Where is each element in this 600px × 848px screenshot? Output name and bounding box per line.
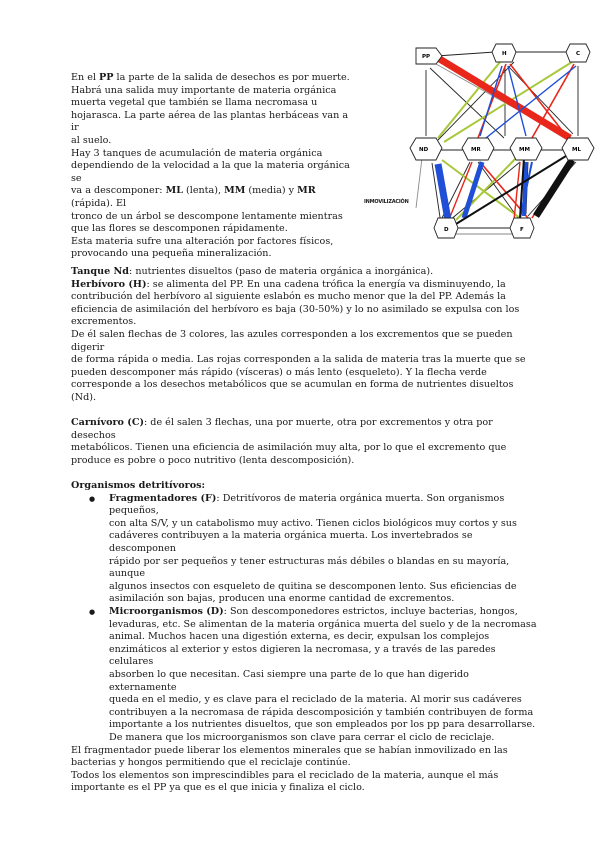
detritivoros-list: [71, 493, 537, 745]
text-line: Habrá una salida muy importante de materia orgánica: [71, 84, 337, 96]
text-line: Hay 3 tanques de acumulación de materia orgánica: [71, 147, 323, 159]
text-line: contribución del herbívoro al siguiente eslabón es mucho menor que la del PP. Además la: [71, 291, 506, 303]
list-item-microorganismos: [71, 606, 537, 745]
text-line: metabólicos. Tienen una eficiencia de asimilación muy alta, por lo que el excremento que: [71, 442, 507, 454]
text-line: cadáveres contribuyen a la materia orgánica muerta. Los invertebrados se descomponen: [109, 530, 473, 555]
node-pp: [416, 48, 442, 64]
svg-text:F: F: [520, 227, 524, 233]
text-line: dependiendo de la velocidad a la que la materia orgánica se: [71, 160, 350, 184]
text-line: algunos insectos con esqueleto de quitina se descomponen lento. Sus eficiencias de: [109, 580, 517, 592]
text-line: De él salen flechas de 3 colores, las azules corresponden a los excrementos que se pueden digerir: [71, 328, 513, 353]
text-line: Carnívoro (C): de él salen 3 flechas, una por muerte, otra por excrementos y otra por desechos: [71, 417, 493, 441]
text-line: El fragmentador puede liberar los elementos minerales que se habían inmovilizado en las: [71, 744, 508, 756]
term-fragmentadores: Fragmentadores (F): [109, 492, 217, 504]
text-line: enzimáticos al exterior y estos digieren la necromasa, y a través de las paredes celulares: [109, 643, 496, 668]
svg-text:MM: MM: [519, 147, 530, 153]
svg-text:ND: ND: [419, 147, 429, 153]
text-line: hojarasca. La parte aérea de las plantas herbáceas van a ir: [71, 109, 349, 134]
svg-text:H: H: [502, 51, 507, 57]
text-line: importante es el PP ya que es el que inicia y finaliza el ciclo.: [71, 782, 365, 794]
term-pp: PP: [99, 72, 114, 83]
text-line: con alta S/V, y un catabolismo muy activo. Tienen ciclos biológicos muy cortos y sus: [109, 517, 517, 529]
text-line: provocando una pequeña mineralización.: [71, 248, 272, 260]
node-nd: [410, 138, 442, 160]
text-line: animal. Muchos hacen una digestión externa, es decir, expulsan los complejos: [109, 631, 490, 643]
svg-text:PP: PP: [422, 54, 431, 60]
node-h: [492, 44, 516, 62]
text-line: importante a los nutrientes disueltos, que son empleados por los pp para desarrollarse.: [109, 719, 536, 731]
node-f: [510, 218, 534, 238]
text-line: pueden descomponer más rápido (vísceras) o más lento (esqueleto). Y la flecha verde: [71, 366, 487, 378]
term-herbivoro: Herbívoro (H): [71, 278, 147, 290]
text-line: produce es pobre o poco nutritivo (lenta descomposición).: [71, 454, 355, 466]
text-line: Todos los elementos son imprescindibles para el reciclado de la materia, aunque el más: [71, 769, 499, 781]
term-tanque-nd: Tanque Nd: [71, 266, 130, 277]
text-line: queda en el medio, y es clave para el reciclado de la materia. Al morir sus cadáveres: [109, 694, 522, 706]
detritivoros-heading: Organismos detritívoros:: [71, 480, 206, 492]
term-carnivoro: Carnívoro (C): [71, 417, 145, 429]
red-arrows: [438, 58, 574, 222]
text-line: levaduras, etc. Se alimentan de la materia orgánica muerta del suelo y de la necromasa: [109, 618, 537, 630]
text-line: tronco de un árbol se descompone lentamente mientras: [71, 210, 343, 222]
svg-text:D: D: [444, 227, 449, 233]
carnivoro-paragraph: [71, 417, 537, 467]
list-item-fragmentadores: [71, 493, 537, 606]
text-line: ● Fragmentadores (F): Detritívoros de materia orgánica muerta. Son organismos pequeños,: [109, 492, 505, 517]
text-line: corresponde a los desechos metabólicos que se acumulan en forma de nutrientes disueltos (Nd).: [71, 379, 514, 403]
text-line: Esta materia sufre una alteración por factores físicos,: [71, 235, 334, 247]
immobilization-label: INMOVILIZACIÓN: [364, 199, 409, 205]
intro-paragraph: [71, 72, 356, 261]
text-line: Herbívoro (H): se alimenta del PP. En una cadena trófica la energía va disminuyendo, la: [71, 278, 506, 290]
text-line: va a descomponer: ML (lenta), MM (media) y MR (rápida). El: [71, 185, 316, 209]
herbivoro-paragraph: [71, 279, 537, 405]
svg-text:ML: ML: [572, 147, 581, 153]
text-line: En el PP la parte de la salida de desechos es por muerte.: [71, 72, 350, 83]
text-line: al suelo.: [71, 134, 112, 146]
text-line: de forma rápida o media. Las rojas corresponden a la salida de materia tras la muerte que se: [71, 354, 526, 366]
text-line: que las flores se descomponen rápidamente.: [71, 223, 288, 235]
text-line: absorben lo que necesitan. Casi siempre una parte de lo que han digerido externamente: [109, 669, 469, 693]
text-line: bacterias y hongos permitiendo que el reciclaje continúe.: [71, 757, 351, 769]
term-mr: MR: [297, 185, 316, 197]
text-line: De manera que los microorganismos son clave para cerrar el ciclo de reciclaje.: [109, 731, 495, 743]
node-d: [434, 218, 458, 238]
text-line: asimilación son bajas, producen una enorme cantidad de excrementos.: [109, 593, 455, 605]
node-mr: [462, 138, 494, 160]
svg-text:MR: MR: [471, 147, 481, 153]
node-mm: [510, 138, 542, 160]
tanque-paragraph: Tanque Nd: nutrientes disueltos (paso de materia orgánica a inorgánica).: [71, 266, 434, 277]
text-line: ● Microorganismos (D): Son descomponedores estrictos, incluye bacterias, hongos,: [109, 606, 518, 618]
text-line: muerta vegetal que también se llama necromasa u: [71, 97, 318, 109]
term-ml: ML: [165, 185, 183, 197]
term-microorganismos: Microorganismos (D): [109, 606, 224, 618]
text-line: contribuyen a la necromasa de rápida descomposición y también contribuyen de forma: [109, 706, 534, 718]
term-mm: MM: [224, 185, 246, 197]
text-line: excrementos.: [71, 316, 137, 328]
text-line: eficiencia de asimilación del herbívoro es baja (30-50%) y lo no asimilado se expulsa con los: [71, 303, 520, 315]
text-line: rápido por ser pequeños y tener estructuras más débiles o blandas en su mayoría, aunque: [109, 555, 510, 580]
svg-text:C: C: [576, 51, 581, 57]
node-ml: [562, 138, 594, 160]
main-text: [71, 266, 537, 795]
node-c: [566, 44, 590, 62]
nutrient-cycle-diagram: [408, 38, 600, 248]
